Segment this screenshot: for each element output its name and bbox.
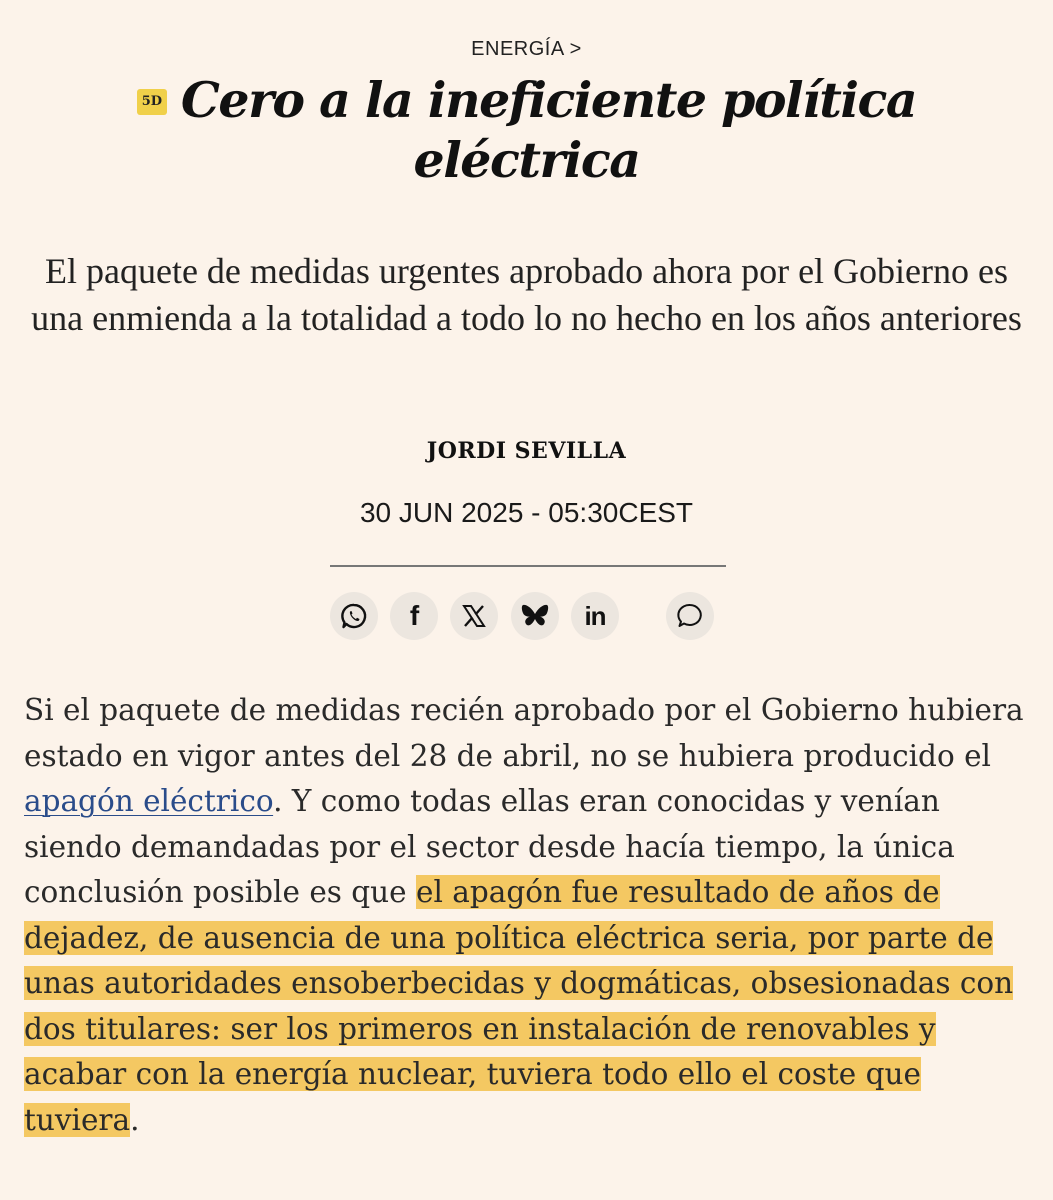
share-bluesky-button[interactable] bbox=[511, 592, 559, 640]
whatsapp-icon bbox=[339, 601, 369, 631]
comment-icon bbox=[675, 601, 705, 631]
apagon-electrico-link[interactable]: apagón eléctrico bbox=[24, 784, 274, 818]
article-subtitle: El paquete de medidas urgentes aprobado ahora por el Gobierno es una enmienda a la totalidad a todo lo no hecho en los años anteriores bbox=[31, 251, 1022, 338]
section-breadcrumb[interactable]: ENERGÍA > bbox=[471, 38, 582, 60]
divider bbox=[330, 565, 726, 567]
premium-badge: 5D bbox=[137, 89, 167, 115]
body-text-end: . bbox=[130, 1102, 140, 1137]
share-linkedin-button[interactable] bbox=[571, 592, 619, 640]
author-name[interactable]: JORDI SEVILLA bbox=[426, 438, 627, 464]
share-x-button[interactable] bbox=[450, 592, 498, 640]
article-headline bbox=[60, 70, 993, 190]
share-whatsapp-button[interactable] bbox=[330, 592, 378, 640]
share-bar bbox=[330, 592, 726, 640]
headline-text: Cero a la ineficiente política eléctrica bbox=[180, 71, 917, 189]
highlighted-text: el apagón fue resultado de años de dejadez, de ausencia de una política eléctrica seria, por parte de unas autoridades ensoberbecidas y dogmáticas, obsesionadas con dos titulares: ser los primeros en instalación de renovables y acabar con la energía nuclear, tuviera todo ello el coste que tuviera bbox=[24, 875, 1014, 1137]
body-text-part1: Si el paquete de medidas recién aprobado por el Gobierno hubiera estado en vigor antes del 28 de abril, no se hubiera producido el bbox=[24, 693, 1024, 773]
body-text-part2: . Y como todas ellas eran conocidas y venían siendo demandadas por el sector desde hacía tiempo, la única conclusión posible es que bbox=[24, 784, 955, 909]
linkedin-icon: in bbox=[584, 600, 606, 631]
share-facebook-button[interactable] bbox=[390, 592, 438, 640]
x-icon bbox=[461, 603, 487, 629]
article-body bbox=[24, 688, 1034, 1143]
bluesky-icon bbox=[520, 602, 550, 630]
headline-block bbox=[60, 70, 993, 190]
comments-button[interactable] bbox=[666, 592, 714, 640]
publish-date: 30 JUN 2025 - 05:30CEST bbox=[359, 497, 694, 528]
facebook-icon: f bbox=[409, 600, 419, 631]
